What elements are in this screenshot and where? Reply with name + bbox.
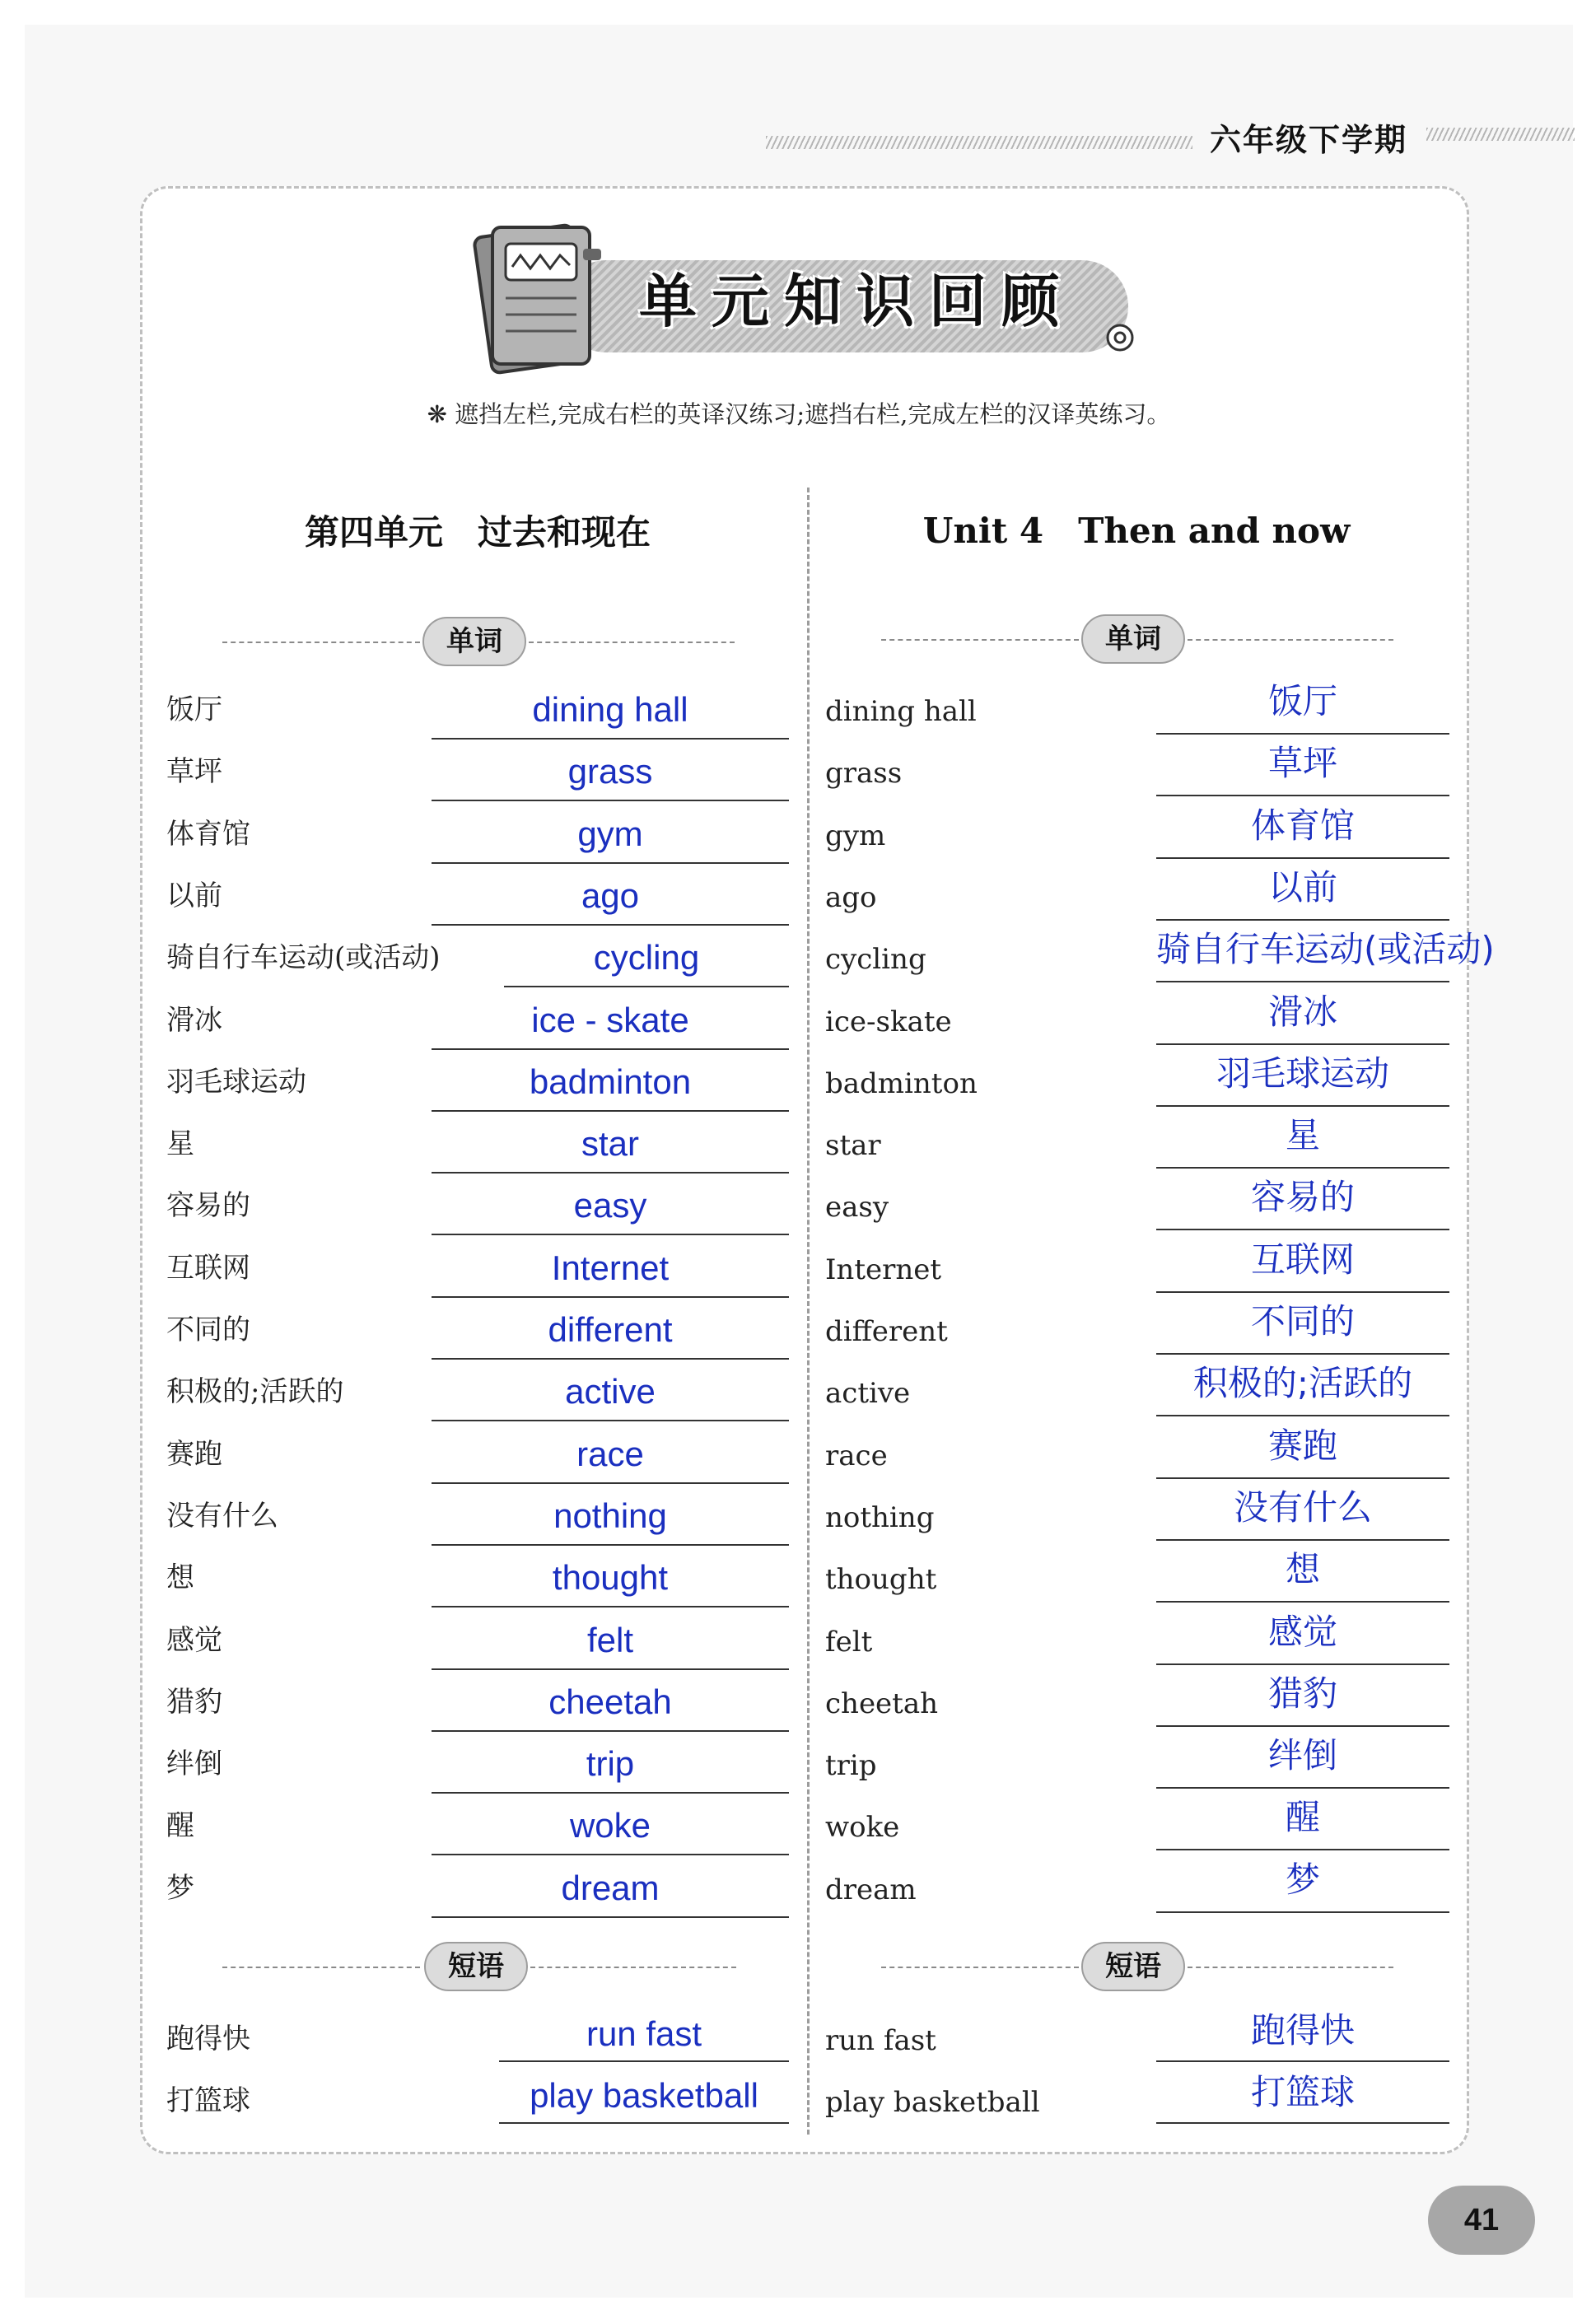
- answer-underline: [504, 986, 789, 987]
- answer-underline: [432, 1358, 789, 1360]
- answer-underline: [1156, 1477, 1449, 1479]
- word-chinese-answer: 醒: [1285, 1797, 1320, 1838]
- answer-underline: [1156, 1787, 1449, 1789]
- word-chinese-answer: 互联网: [1250, 1239, 1355, 1280]
- word-chinese-label: 绊倒: [166, 1747, 222, 1781]
- unit-title-chinese: 第四单元 过去和现在: [304, 512, 651, 553]
- word-chinese-label: 赛跑: [166, 1437, 222, 1471]
- answer-underline: [1156, 1725, 1449, 1727]
- answer-underline: [1156, 857, 1449, 859]
- phrases-pill-left: 短语: [424, 1942, 528, 1991]
- answer-underline: [432, 1482, 789, 1484]
- word-chinese-label: 容易的: [166, 1189, 250, 1223]
- word-chinese-label: 体育馆: [166, 817, 250, 851]
- phrase-english-answer: play basketball: [530, 2076, 758, 2115]
- answer-underline: [1156, 1043, 1449, 1045]
- answer-underline: [432, 1172, 789, 1173]
- word-english-label: felt: [825, 1625, 873, 1659]
- word-english-answer: badminton: [529, 1062, 692, 1101]
- word-english-answer: cheetah: [548, 1682, 672, 1721]
- word-english-label: woke: [825, 1811, 900, 1845]
- word-english-answer: gym: [577, 814, 643, 853]
- word-english-label: badminton: [825, 1066, 978, 1100]
- answer-underline: [432, 1854, 789, 1855]
- answer-underline: [1156, 1229, 1449, 1230]
- word-english-answer: star: [581, 1124, 639, 1164]
- dash-line: [529, 642, 735, 643]
- unit-title-english: Unit 4 Then and now: [922, 511, 1351, 551]
- dash-line: [881, 1967, 1079, 1968]
- notebook-icon: [468, 216, 608, 380]
- word-chinese-answer: 草坪: [1267, 743, 1337, 784]
- word-chinese-label: 星: [166, 1127, 194, 1161]
- phrase-chinese-answer: 打篮球: [1250, 2072, 1355, 2112]
- phrase-english-label: play basketball: [825, 2086, 1040, 2119]
- word-english-answer: trip: [586, 1744, 635, 1784]
- answer-underline: [499, 2060, 789, 2062]
- answer-underline: [499, 2122, 789, 2124]
- dash-line: [881, 639, 1079, 641]
- answer-underline: [1156, 1601, 1449, 1603]
- answer-underline: [432, 862, 789, 864]
- answer-underline: [432, 1916, 789, 1918]
- answer-underline: [432, 1606, 789, 1607]
- answer-underline: [1156, 1849, 1449, 1850]
- answer-underline: [1156, 1415, 1449, 1416]
- word-english-label: different: [825, 1315, 948, 1348]
- word-english-answer: Internet: [551, 1248, 670, 1287]
- word-chinese-answer: 绊倒: [1267, 1735, 1337, 1776]
- word-english-answer: nothing: [553, 1495, 667, 1535]
- word-english-label: active: [825, 1377, 911, 1411]
- word-chinese-answer: 骑自行车运动(或活动): [1156, 929, 1495, 970]
- answer-underline: [1156, 795, 1449, 796]
- answer-underline: [432, 1668, 789, 1670]
- answer-underline: [1156, 733, 1449, 735]
- word-english-answer: ice - skate: [531, 1000, 689, 1039]
- word-chinese-answer: 不同的: [1250, 1301, 1355, 1341]
- answer-underline: [432, 1296, 789, 1298]
- answer-underline: [432, 1234, 789, 1235]
- answer-underline: [1156, 1353, 1449, 1355]
- words-pill-left: 单词: [422, 617, 526, 666]
- word-english-label: ice-skate: [825, 1005, 952, 1038]
- answer-underline: [1156, 1167, 1449, 1169]
- answer-underline: [432, 1420, 789, 1421]
- answer-underline: [1156, 981, 1449, 982]
- phrase-chinese-label: 打篮球: [166, 2084, 250, 2117]
- instruction-text: ❋ 遮挡左栏,完成右栏的英译汉练习;遮挡右栏,完成左栏的汉译英练习。: [427, 400, 1171, 428]
- word-chinese-label: 互联网: [166, 1251, 250, 1285]
- word-english-label: star: [825, 1129, 881, 1163]
- word-english-answer: race: [576, 1434, 644, 1473]
- word-chinese-label: 醒: [166, 1809, 194, 1843]
- word-chinese-answer: 饭厅: [1267, 681, 1337, 721]
- word-english-answer: woke: [569, 1806, 651, 1845]
- word-chinese-label: 羽毛球运动: [166, 1065, 306, 1099]
- header-stripe-right: [1426, 128, 1575, 141]
- word-chinese-label: 想: [166, 1561, 194, 1595]
- word-english-label: thought: [825, 1563, 937, 1597]
- word-english-label: trip: [825, 1749, 877, 1783]
- word-chinese-label: 饭厅: [166, 693, 222, 726]
- word-chinese-label: 梦: [166, 1871, 194, 1905]
- word-chinese-answer: 滑冰: [1267, 991, 1337, 1032]
- word-chinese-label: 猎豹: [166, 1685, 222, 1719]
- dash-line: [1188, 1967, 1393, 1968]
- dash-line: [1188, 639, 1393, 641]
- word-english-answer: dream: [561, 1868, 660, 1907]
- answer-underline: [1156, 2122, 1449, 2124]
- page-number: 41: [1428, 2186, 1535, 2255]
- answer-underline: [1156, 1291, 1449, 1293]
- dash-line: [222, 642, 420, 643]
- word-english-answer: different: [548, 1310, 673, 1349]
- banner-title: 单元知识回顾: [639, 268, 1074, 335]
- answer-underline: [1156, 919, 1449, 921]
- word-english-answer: ago: [581, 875, 640, 915]
- phrases-pill-right: 短语: [1081, 1942, 1185, 1991]
- word-english-label: race: [825, 1439, 888, 1472]
- word-english-label: grass: [825, 757, 903, 791]
- word-english-answer: thought: [552, 1558, 669, 1598]
- answer-underline: [432, 1544, 789, 1546]
- word-english-answer: cycling: [593, 938, 700, 978]
- word-chinese-answer: 以前: [1267, 866, 1337, 908]
- word-english-answer: felt: [586, 1620, 634, 1659]
- answer-underline: [432, 1110, 789, 1112]
- word-english-answer: easy: [573, 1186, 647, 1225]
- phrase-english-label: run fast: [825, 2024, 936, 2057]
- word-chinese-answer: 容易的: [1250, 1177, 1355, 1218]
- answer-underline: [432, 1792, 789, 1794]
- word-english-label: gym: [825, 819, 886, 852]
- word-chinese-answer: 想: [1285, 1549, 1320, 1590]
- flower-icon: [1105, 323, 1135, 352]
- word-english-label: dining hall: [825, 695, 977, 728]
- grade-label: 六年级下学期: [1209, 122, 1407, 158]
- word-chinese-answer: 没有什么: [1233, 1486, 1372, 1528]
- word-chinese-answer: 梦: [1285, 1859, 1320, 1900]
- word-chinese-answer: 猎豹: [1267, 1673, 1337, 1714]
- word-english-label: ago: [825, 880, 877, 914]
- word-english-answer: dining hall: [532, 690, 688, 729]
- word-chinese-label: 滑冰: [166, 1003, 222, 1037]
- word-chinese-answer: 赛跑: [1267, 1425, 1337, 1466]
- word-english-label: easy: [825, 1191, 889, 1225]
- phrase-chinese-label: 跑得快: [166, 2023, 250, 2055]
- word-english-label: cheetah: [825, 1687, 939, 1720]
- word-chinese-label: 积极的;活跃的: [166, 1375, 344, 1409]
- word-chinese-label: 没有什么: [166, 1499, 278, 1533]
- word-chinese-label: 不同的: [166, 1313, 250, 1346]
- dash-line: [222, 1967, 420, 1968]
- word-chinese-label: 骑自行车运动(或活动): [166, 941, 441, 975]
- column-divider: [807, 488, 810, 2135]
- answer-underline: [432, 738, 789, 740]
- word-english-answer: active: [565, 1372, 656, 1411]
- answer-underline: [1156, 1105, 1449, 1107]
- word-english-label: nothing: [825, 1500, 935, 1534]
- phrase-chinese-answer: 跑得快: [1250, 2010, 1355, 2051]
- word-chinese-label: 感觉: [166, 1623, 222, 1657]
- word-chinese-answer: 体育馆: [1250, 805, 1355, 846]
- word-chinese-answer: 星: [1285, 1115, 1320, 1156]
- answer-underline: [432, 924, 789, 926]
- word-english-label: Internet: [825, 1253, 942, 1286]
- word-chinese-label: 草坪: [166, 755, 222, 789]
- words-pill-right: 单词: [1081, 614, 1185, 664]
- answer-underline: [432, 1048, 789, 1050]
- answer-underline: [1156, 1911, 1449, 1913]
- phrase-english-answer: run fast: [586, 2014, 702, 2053]
- word-chinese-answer: 积极的;活跃的: [1192, 1363, 1413, 1404]
- answer-underline: [1156, 1663, 1449, 1665]
- word-chinese-answer: 感觉: [1267, 1611, 1337, 1652]
- header-stripe-left: [766, 136, 1192, 149]
- answer-underline: [1156, 2060, 1449, 2062]
- word-english-label: dream: [825, 1873, 917, 1906]
- answer-underline: [1156, 1539, 1449, 1541]
- word-english-answer: grass: [567, 752, 653, 791]
- dash-line: [530, 1967, 736, 1968]
- word-english-label: cycling: [825, 943, 926, 977]
- answer-underline: [432, 1730, 789, 1732]
- word-chinese-label: 以前: [166, 879, 222, 912]
- word-chinese-answer: 羽毛球运动: [1216, 1052, 1389, 1094]
- answer-underline: [432, 800, 789, 801]
